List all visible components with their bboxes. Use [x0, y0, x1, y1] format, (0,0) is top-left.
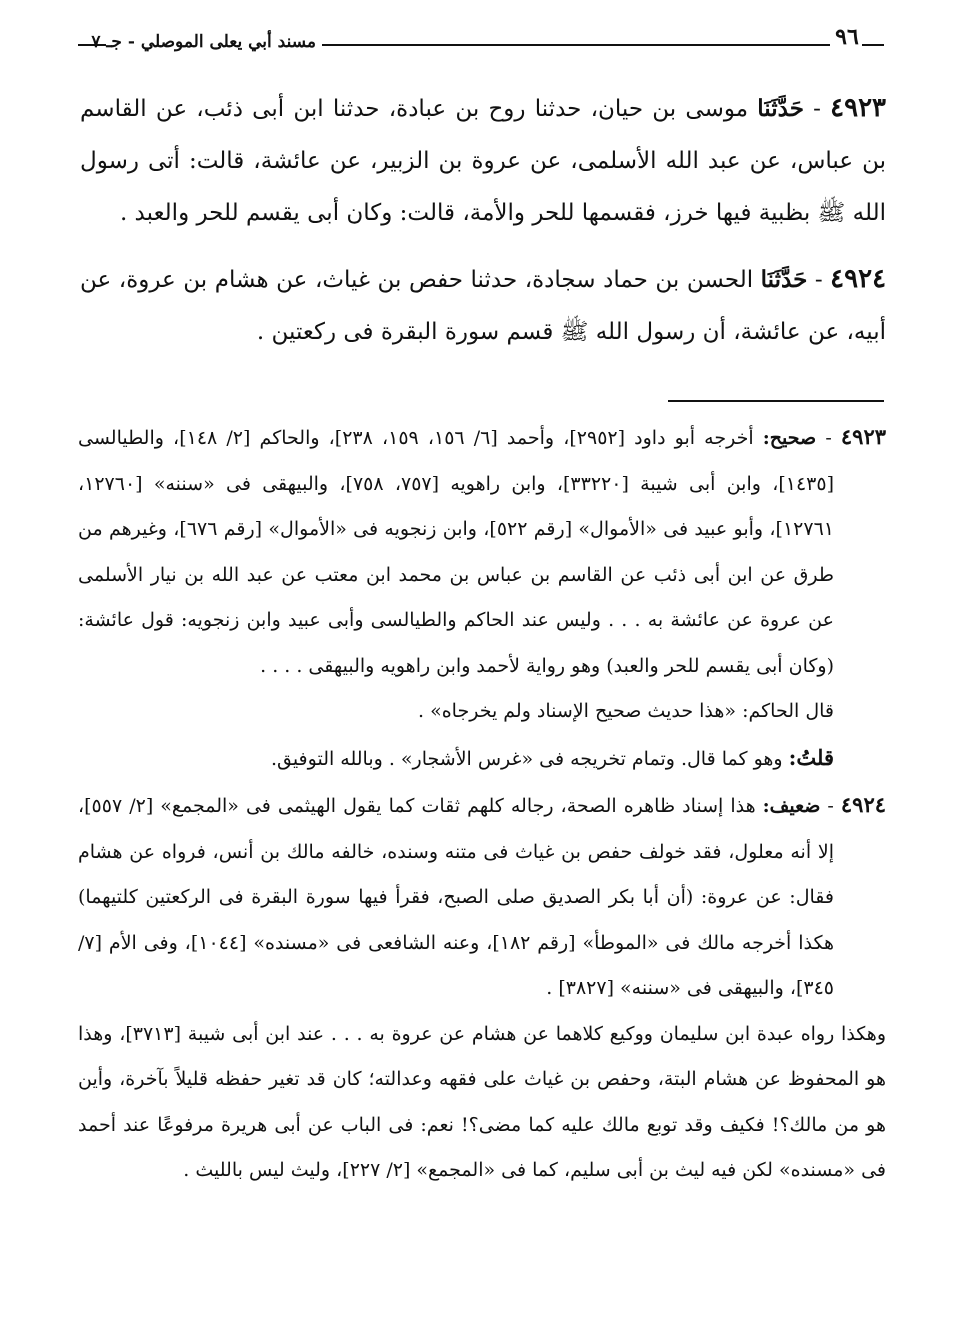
qultu-paragraph — [78, 735, 886, 783]
header-rule-middle — [322, 44, 830, 46]
hadith-paragraph — [80, 82, 886, 239]
running-header — [78, 24, 884, 64]
header-rule-right — [862, 44, 884, 46]
main-text — [80, 82, 886, 372]
footnote-grade: ضعيف: — [762, 795, 821, 817]
haddathana-word: حَدَّثَنَا — [757, 95, 804, 122]
hadith-paragraph — [80, 253, 886, 358]
footnote-grade: صحيح: — [762, 427, 817, 449]
footnote-text: أخرجه أبو داود [٢٩٥٢]، وأحمد [٦/ ١٥٦، ١٥٩، ٢٣٨]، والحاكم [٢/ ١٤٨]، والطيالسى [١٤٣٥]، وابن أبى شيبة [٣٣٢٢٠]، وابن راهويه [٧٥٧، ٧٥٨]، والبيهقى فى «سننه» [١٢٧٦٠، ١٢٧٦١]، وأبو عبيد فى «الأموال» [رقم ٥٢٢]، وابن زنجويه فى «الأموال» [رقم ٦٧٦]، وغيرهم من طرق عن ابن أبى ذئب عن القاسم بن عباس بن محمد ابن معتب عن عبد الله بن نيار الأسلمى عن عروة عن عائشة به . . . وليس عند الحاكم والطيالسى وأبى عبيد وابن زنجويه: قول عائشة: (وكان أبى يقسم للحر والعبد) وهو رواية لأحمد وابن راهويه والبيهقى . . . . — [78, 427, 834, 677]
footnote-separator — [668, 400, 884, 402]
hadith-dash: - — [813, 96, 821, 122]
qultu-text: وهو كما قال. وتمام تخريجه فى «غرس الأشجار» . وبالله التوفيق. — [270, 747, 783, 770]
footnote-dash: - — [825, 427, 832, 449]
footnote-4923 — [78, 414, 886, 689]
haddathana-word: حَدَّثَنَا — [760, 266, 808, 293]
hakim-quote: قال الحاكم: «هذا حديث صحيح الإسناد ولم يخرجاه» . — [418, 700, 834, 722]
hadith-text: الحسن بن حماد سجادة، حدثنا حفص بن غياث، عن هشام بن عروة، عن أبيه، عن عائشة، أن رسول الله ﷺ قسم سورة البقرة فى ركعتين . — [80, 267, 886, 345]
footnotes — [78, 414, 886, 1194]
footnote-text: هذا إسناد ظاهره الصحة، رجاله كلهم ثقات كما يقول الهيثمى فى «المجمع» [٢/ ٥٥٧]، إلا أنه معلول، فقد خولف حفص بن غياث فى متنه وسنده، خالفه مالك بن أنس، فرواه عن هشام فقال: عن عروة: (أن أبا بكر الصديق صلى الصبح، فقرأ فيها سورة البقرة فى الركعتين كلتيهما) هكذا أخرجه مالك فى «الموطأ» [رقم ١٨٢]، وعنه الشافعى فى «مسنده» [١٠٤٤]، وفى الأم [٧/ ٣٤٥]، والبيهقى فى «سننه» [٣٨٢٧] . — [78, 795, 834, 999]
footnote-dash: - — [827, 795, 834, 817]
hadith-text: موسى بن حيان، حدثنا روح بن عبادة، حدثنا ابن أبى ذئب، عن القاسم بن عباس، عن عبد الله الأسلمى، عن عروة بن الزبير، عن عائشة، قالت: أتى رسول الله ﷺ بظبية فيها خرز، فقسمها للحر والأمة، قالت: وكان أبى يقسم للحر والعبد . — [80, 96, 886, 226]
hadith-dash: - — [814, 267, 823, 293]
footnote-4924 — [78, 782, 886, 1012]
footnote-continuation: وهكذا رواه عبدة ابن سليمان ووكيع كلاهما عن هشام عن عروة به . . . عند ابن أبى شيبة [٣٧١٣]، وهذا هو المحفوظ عن هشام البتة، وحفص بن غياث على فقهه وعدالته؛ كان قد تغير حفظه قليلاً بآخرة، وأين هو من مالك؟! فكيف وقد توبع مالك عليه كما مضى؟! نعم: فى الباب عن أبى هريرة مرفوعًا عند أحمد فى «مسنده» لكن فيه ليث بن أبى سليم، كما فى «المجمع» [٢/ ٢٢٧]، وليث ليس بالليث . — [78, 1022, 886, 1181]
page-number: ٩٦ — [835, 24, 859, 50]
qultu-label: قلتُ: — [788, 744, 834, 770]
hadith-number: ٤٩٢٤ — [830, 264, 887, 294]
book-title: مسند أبي يعلى الموصلي - جـ ٧ — [91, 32, 316, 52]
hadith-number: ٤٩٢٣ — [830, 93, 886, 123]
footnote-number: ٤٩٢٣ — [840, 424, 887, 449]
footnote-number: ٤٩٢٤ — [840, 792, 887, 817]
